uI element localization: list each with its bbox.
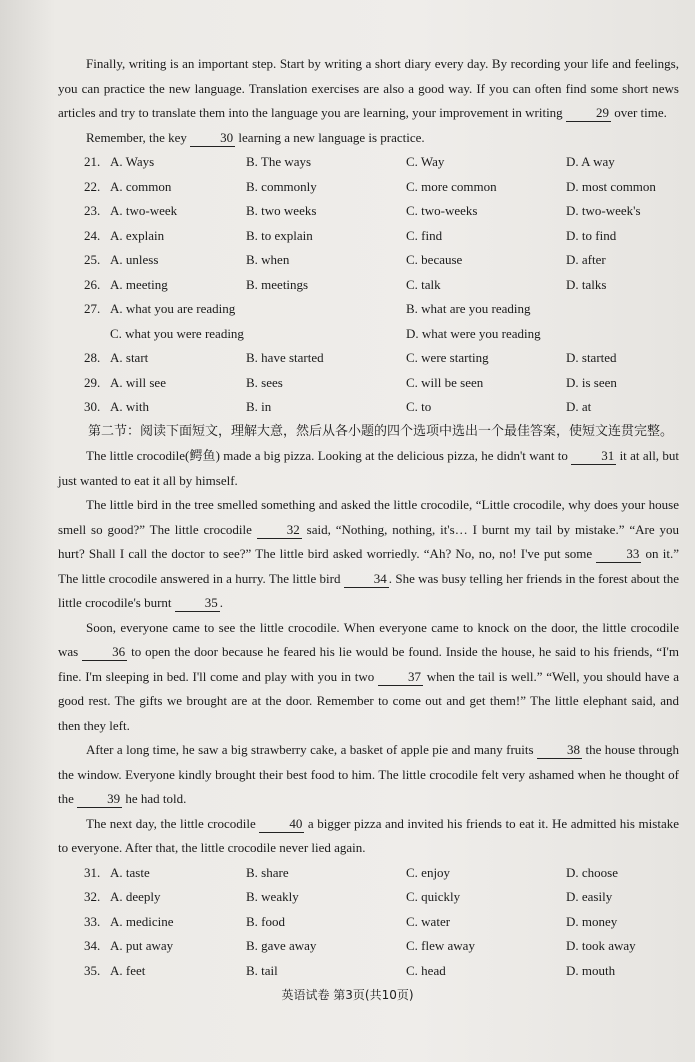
option-a: A. start [110, 350, 149, 365]
text: it at all, but just wanted to eat it all by himself. [58, 448, 679, 488]
option-b: B. meetings [246, 276, 309, 292]
option-a: A. explain [110, 227, 165, 243]
blank-35: 35 [175, 595, 220, 612]
story-paragraph-5 [58, 812, 679, 861]
text: Soon, everyone came to see the little crocodile. When everyone came to knock on the door, the little crocodile was [58, 619, 679, 659]
option-row [58, 885, 679, 910]
option-c: C. because [406, 252, 463, 267]
text: The little bird in the tree smelled something and asked the little crocodile, “Little crocodile, why does your house smell so good?” The little crocodile [58, 497, 679, 537]
option-d: D. talks [566, 276, 607, 292]
paragraph-remember [58, 126, 679, 151]
option-b: B. when [246, 252, 290, 267]
option-b: B. to explain [246, 227, 313, 243]
option-a: A. medicine [110, 913, 174, 929]
option-row [58, 248, 679, 273]
option-row [58, 371, 679, 396]
blank-33: 33 [596, 546, 641, 563]
option-row [58, 150, 679, 175]
option-row-27 [58, 297, 679, 322]
blank-38: 38 [537, 742, 582, 759]
question-number: 34. [84, 938, 101, 953]
text: . She was busy telling her friends in the forest about the little crocodile's burnt [58, 570, 679, 610]
text: to open the door because he feared his lie would be found. Inside the house, he said to his friends, “I'm fine. I'm sleeping in bed. I'll come and play with you in two [58, 644, 679, 684]
page-footer: 英语试卷 第3页(共10页) [281, 988, 414, 1002]
text: said, “Nothing, nothing, it's… I burnt my tail by mistake.” “Are you hurt? Shall I call the doctor to see?” The little bird asked worriedly. “Ah? No, no, no! I've put some [58, 521, 679, 561]
question-number: 21. [84, 154, 101, 169]
question-number: 32. [84, 889, 101, 904]
blank-40: 40 [259, 816, 304, 833]
option-a: A. taste [110, 864, 150, 880]
text: learning a new language is practice. [235, 129, 425, 145]
story-paragraph-1 [58, 444, 679, 493]
option-row [58, 861, 679, 886]
option-b: B. in [246, 399, 272, 414]
question-number: 22. [84, 178, 101, 194]
option-row [58, 273, 679, 298]
text: he had told. [122, 791, 187, 806]
option-d: D. mouth [566, 962, 616, 978]
text: Finally, writing is an important step. Start by writing a short diary every day. By recording your life and feelings, you can practice the new language. Translation exercises are also a good way. If you can often find some short news articles and try to translate them into the language you are learning, your improvement in writing [58, 56, 679, 120]
question-number: 28. [84, 350, 101, 365]
option-d: D. after [566, 252, 606, 267]
section-2-title: 第二节：阅读下面短文，理解大意，然后从各小题的四个选项中选出一个最佳答案，使短文连贯完整。 [88, 423, 674, 439]
option-a: A. meeting [110, 276, 168, 292]
option-d: D. most common [566, 178, 656, 194]
option-row [58, 224, 679, 249]
option-a: A. will see [110, 374, 166, 390]
option-row [58, 199, 679, 224]
option-c: C. enjoy [406, 864, 451, 880]
option-c: C. two-weeks [406, 203, 478, 218]
blank-37: 37 [378, 669, 423, 686]
option-row [58, 934, 679, 959]
blank-36: 36 [82, 644, 127, 661]
option-c: C. water [406, 913, 451, 929]
option-d: D. is seen [566, 374, 617, 390]
option-a: A. with [110, 399, 149, 414]
text: the house through the window. Everyone kindly brought their best food to him. The little crocodile felt very ashamed when he thought of the [58, 742, 680, 806]
story-paragraph-3 [58, 616, 679, 739]
option-row [58, 346, 679, 371]
option-a: A. Ways [110, 154, 155, 169]
option-row [58, 395, 679, 420]
option-c: C. more common [406, 178, 497, 194]
option-b: B. share [246, 864, 289, 880]
option-a: A. put away [110, 938, 174, 953]
question-number: 35. [84, 962, 101, 978]
option-d: D. at [566, 399, 592, 414]
text: The little crocodile(鳄鱼) made a big pizza. Looking at the delicious pizza, he didn't want to [86, 448, 572, 463]
option-c: C. will be seen [406, 374, 484, 390]
question-number: 26. [84, 276, 101, 292]
blank-34: 34 [344, 571, 389, 588]
option-c: C. to [406, 399, 432, 414]
option-row [58, 910, 679, 935]
option-b: B. weakly [246, 889, 299, 904]
option-a: A. deeply [110, 889, 161, 904]
text: when the tail is well.” “Well, you should have a good rest. The gifts we brought are at the door. Remember to come out and get them!” The little elephant said, and then they left. [58, 668, 679, 733]
option-b: B. The ways [246, 154, 312, 169]
paragraph-writing [58, 52, 679, 126]
option-d: D. started [566, 350, 617, 365]
option-d: D. took away [566, 938, 636, 953]
question-number: 25. [84, 252, 101, 267]
blank-39: 39 [77, 791, 122, 808]
option-d: D. two-week's [566, 203, 641, 218]
option-c: C. flew away [406, 938, 475, 953]
option-row [58, 175, 679, 200]
question-number: 30. [84, 399, 101, 414]
option-b: B. what are you reading [406, 301, 531, 316]
option-a: A. two-week [110, 203, 178, 218]
text: on it.” The little crocodile answered in a hurry. The little bird [58, 546, 679, 586]
story-paragraph-2 [58, 493, 679, 616]
text: a bigger pizza and invited his friends to eat it. He admitted his mistake to everyone. After that, the little crocodile never lied again. [58, 815, 679, 855]
blank-31: 31 [571, 448, 616, 465]
question-number: 33. [84, 913, 101, 929]
option-d: D. A way [566, 154, 615, 169]
option-d: D. easily [566, 889, 613, 904]
option-a: A. feet [110, 962, 146, 978]
story-paragraph-4 [58, 738, 679, 812]
option-c: C. were starting [406, 350, 489, 365]
option-row [58, 959, 679, 984]
question-number: 31. [84, 864, 101, 880]
option-d: D. to find [566, 227, 617, 243]
text: over time. [610, 105, 667, 120]
option-b: B. two weeks [246, 203, 317, 218]
text: After a long time, he saw a big strawberry cake, a basket of apple pie and many fruits [86, 742, 538, 757]
option-c: C. quickly [406, 889, 461, 904]
text: Remember, the key [86, 129, 191, 145]
options-28-30 [58, 346, 679, 420]
option-d: D. choose [566, 864, 618, 880]
question-number: 27. [84, 301, 101, 316]
option-b: B. gave away [246, 938, 317, 953]
blank-30: 30 [190, 130, 235, 147]
option-c: C. head [406, 962, 446, 978]
option-b: B. have started [246, 350, 324, 365]
question-number: 23. [84, 203, 101, 218]
option-a: A. what you are reading [110, 301, 236, 316]
text: . [219, 595, 224, 610]
option-a: A. unless [110, 252, 159, 267]
option-b: B. commonly [246, 178, 317, 194]
option-d: D. money [566, 913, 618, 929]
option-c: C. Way [406, 154, 445, 169]
options-21-26 [58, 150, 679, 297]
option-c: C. talk [406, 276, 441, 292]
option-c: C. what you were reading [110, 325, 244, 341]
blank-32: 32 [257, 522, 302, 539]
blank-29: 29 [566, 105, 611, 122]
question-number: 24. [84, 227, 101, 243]
option-b: B. tail [246, 962, 278, 978]
text: The next day, the little crocodile [86, 815, 260, 831]
options-31-35 [58, 861, 679, 984]
option-a: A. common [110, 178, 172, 194]
option-b: B. food [246, 913, 285, 929]
question-number: 29. [84, 374, 101, 390]
option-c: C. find [406, 227, 443, 243]
option-d: D. what were you reading [406, 325, 541, 341]
option-row-27-cont [58, 322, 679, 347]
option-b: B. sees [246, 374, 283, 390]
